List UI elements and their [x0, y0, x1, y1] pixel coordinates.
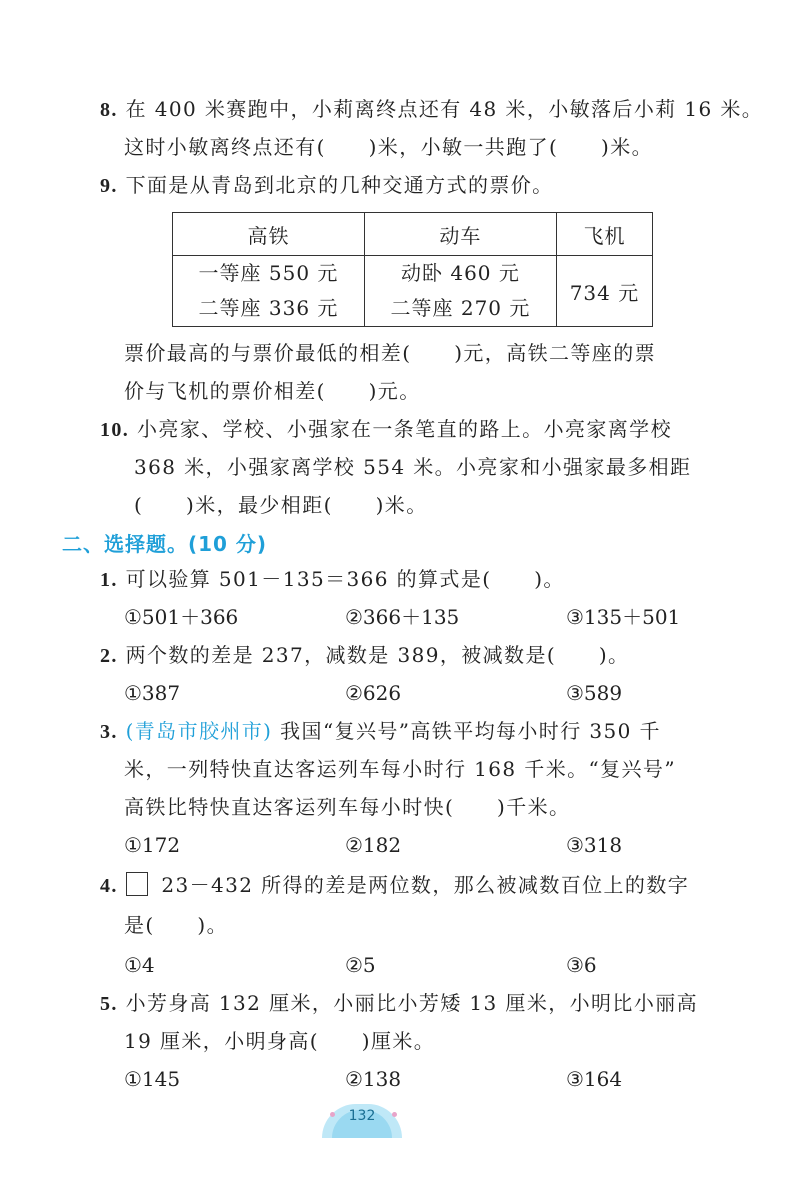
- blank-digit-box: [126, 872, 148, 896]
- c5-text-1: 小芳身高 132 厘米，小丽比小芳矮 13 厘米，小明比小丽高: [125, 991, 699, 1015]
- q9-line1: [100, 172, 554, 199]
- c3-number: 3.: [100, 721, 118, 743]
- c2-option-3: ③589: [566, 681, 623, 705]
- gaotie-second-class: 二等座 336 元: [198, 296, 339, 320]
- c3-line1: [100, 718, 661, 745]
- c4-option-3: ③6: [566, 953, 597, 977]
- c5-number: 5.: [100, 993, 118, 1015]
- q9-after2: 价与飞机的票价相差( )元。: [124, 379, 421, 403]
- c2-number: 2.: [100, 645, 118, 667]
- q10-number: 10.: [100, 419, 130, 441]
- c5-option-3: ③164: [566, 1067, 623, 1091]
- c4-line2: 是( )。: [124, 913, 229, 937]
- section-title-choice: 二、选择题。(10 分): [62, 532, 268, 556]
- c1-option-2: ②366＋135: [345, 605, 460, 629]
- c3-option-1: ①172: [124, 833, 181, 857]
- header-gaotie: 高铁: [173, 213, 365, 256]
- fare-table: [172, 212, 653, 327]
- c4-line1: [100, 872, 689, 899]
- c1-line: [100, 566, 565, 593]
- c1-text: 可以验算 501－135＝366 的算式是( )。: [125, 567, 565, 591]
- q8-line2: 这时小敏离终点还有( )米，小敏一共跑了( )米。: [124, 135, 654, 159]
- c1-option-1: ①501＋366: [124, 605, 239, 629]
- cell-dongche: [364, 256, 556, 327]
- q9-number: 9.: [100, 175, 118, 197]
- c2-line: [100, 642, 629, 669]
- c3-option-2: ②182: [345, 833, 402, 857]
- c1-number: 1.: [100, 569, 118, 591]
- dongche-second-class: 二等座 270 元: [390, 296, 531, 320]
- q8-line1: [100, 96, 763, 123]
- c5-option-1: ①145: [124, 1067, 181, 1091]
- page-number: 132: [348, 1108, 376, 1124]
- q8-number: 8.: [100, 99, 118, 121]
- c3-option-3: ③318: [566, 833, 623, 857]
- gaotie-first-class: 一等座 550 元: [198, 261, 339, 285]
- q10-line3: ( )米，最少相距( )米。: [134, 493, 428, 517]
- q10-line1: [100, 416, 672, 443]
- dongche-sleeper: 动卧 460 元: [400, 261, 520, 285]
- q9-after1: 票价最高的与票价最低的相差( )元，高铁二等座的票: [124, 341, 657, 365]
- cell-feiji: 734 元: [556, 256, 652, 327]
- cell-gaotie: [173, 256, 365, 327]
- c3-source-tag: (青岛市胶州市): [125, 719, 273, 743]
- c4-option-2: ②5: [345, 953, 376, 977]
- c5-option-2: ②138: [345, 1067, 402, 1091]
- c3-line2: 米，一列特快直达客运列车每小时行 168 千米。“复兴号”: [124, 757, 676, 781]
- c3-text-1: 我国“复兴号”高铁平均每小时行 350 千: [280, 719, 661, 743]
- c4-text-1: 23－432 所得的差是两位数，那么被减数百位上的数字: [161, 873, 690, 897]
- c2-text: 两个数的差是 237，减数是 389，被减数是( )。: [125, 643, 630, 667]
- header-feiji: 飞机: [556, 213, 652, 256]
- q10-text-1: 小亮家、学校、小强家在一条笔直的路上。小亮家离学校: [136, 417, 672, 441]
- c2-option-2: ②626: [345, 681, 402, 705]
- c5-line1: [100, 990, 698, 1017]
- c2-option-1: ①387: [124, 681, 181, 705]
- q10-line2: 368 米，小强家离学校 554 米。小亮家和小强家最多相距: [134, 455, 692, 479]
- c3-line3: 高铁比特快直达客运列车每小时快( )千米。: [124, 795, 571, 819]
- c5-line2: 19 厘米，小明身高( )厘米。: [124, 1029, 436, 1053]
- q8-text-1: 在 400 米赛跑中，小莉离终点还有 48 米，小敏落后小莉 16 米。: [125, 97, 764, 121]
- c4-option-1: ①4: [124, 953, 155, 977]
- header-dongche: 动车: [364, 213, 556, 256]
- q9-intro: 下面是从青岛到北京的几种交通方式的票价。: [125, 173, 554, 197]
- c4-number: 4.: [100, 875, 118, 897]
- c1-option-3: ③135＋501: [566, 605, 681, 629]
